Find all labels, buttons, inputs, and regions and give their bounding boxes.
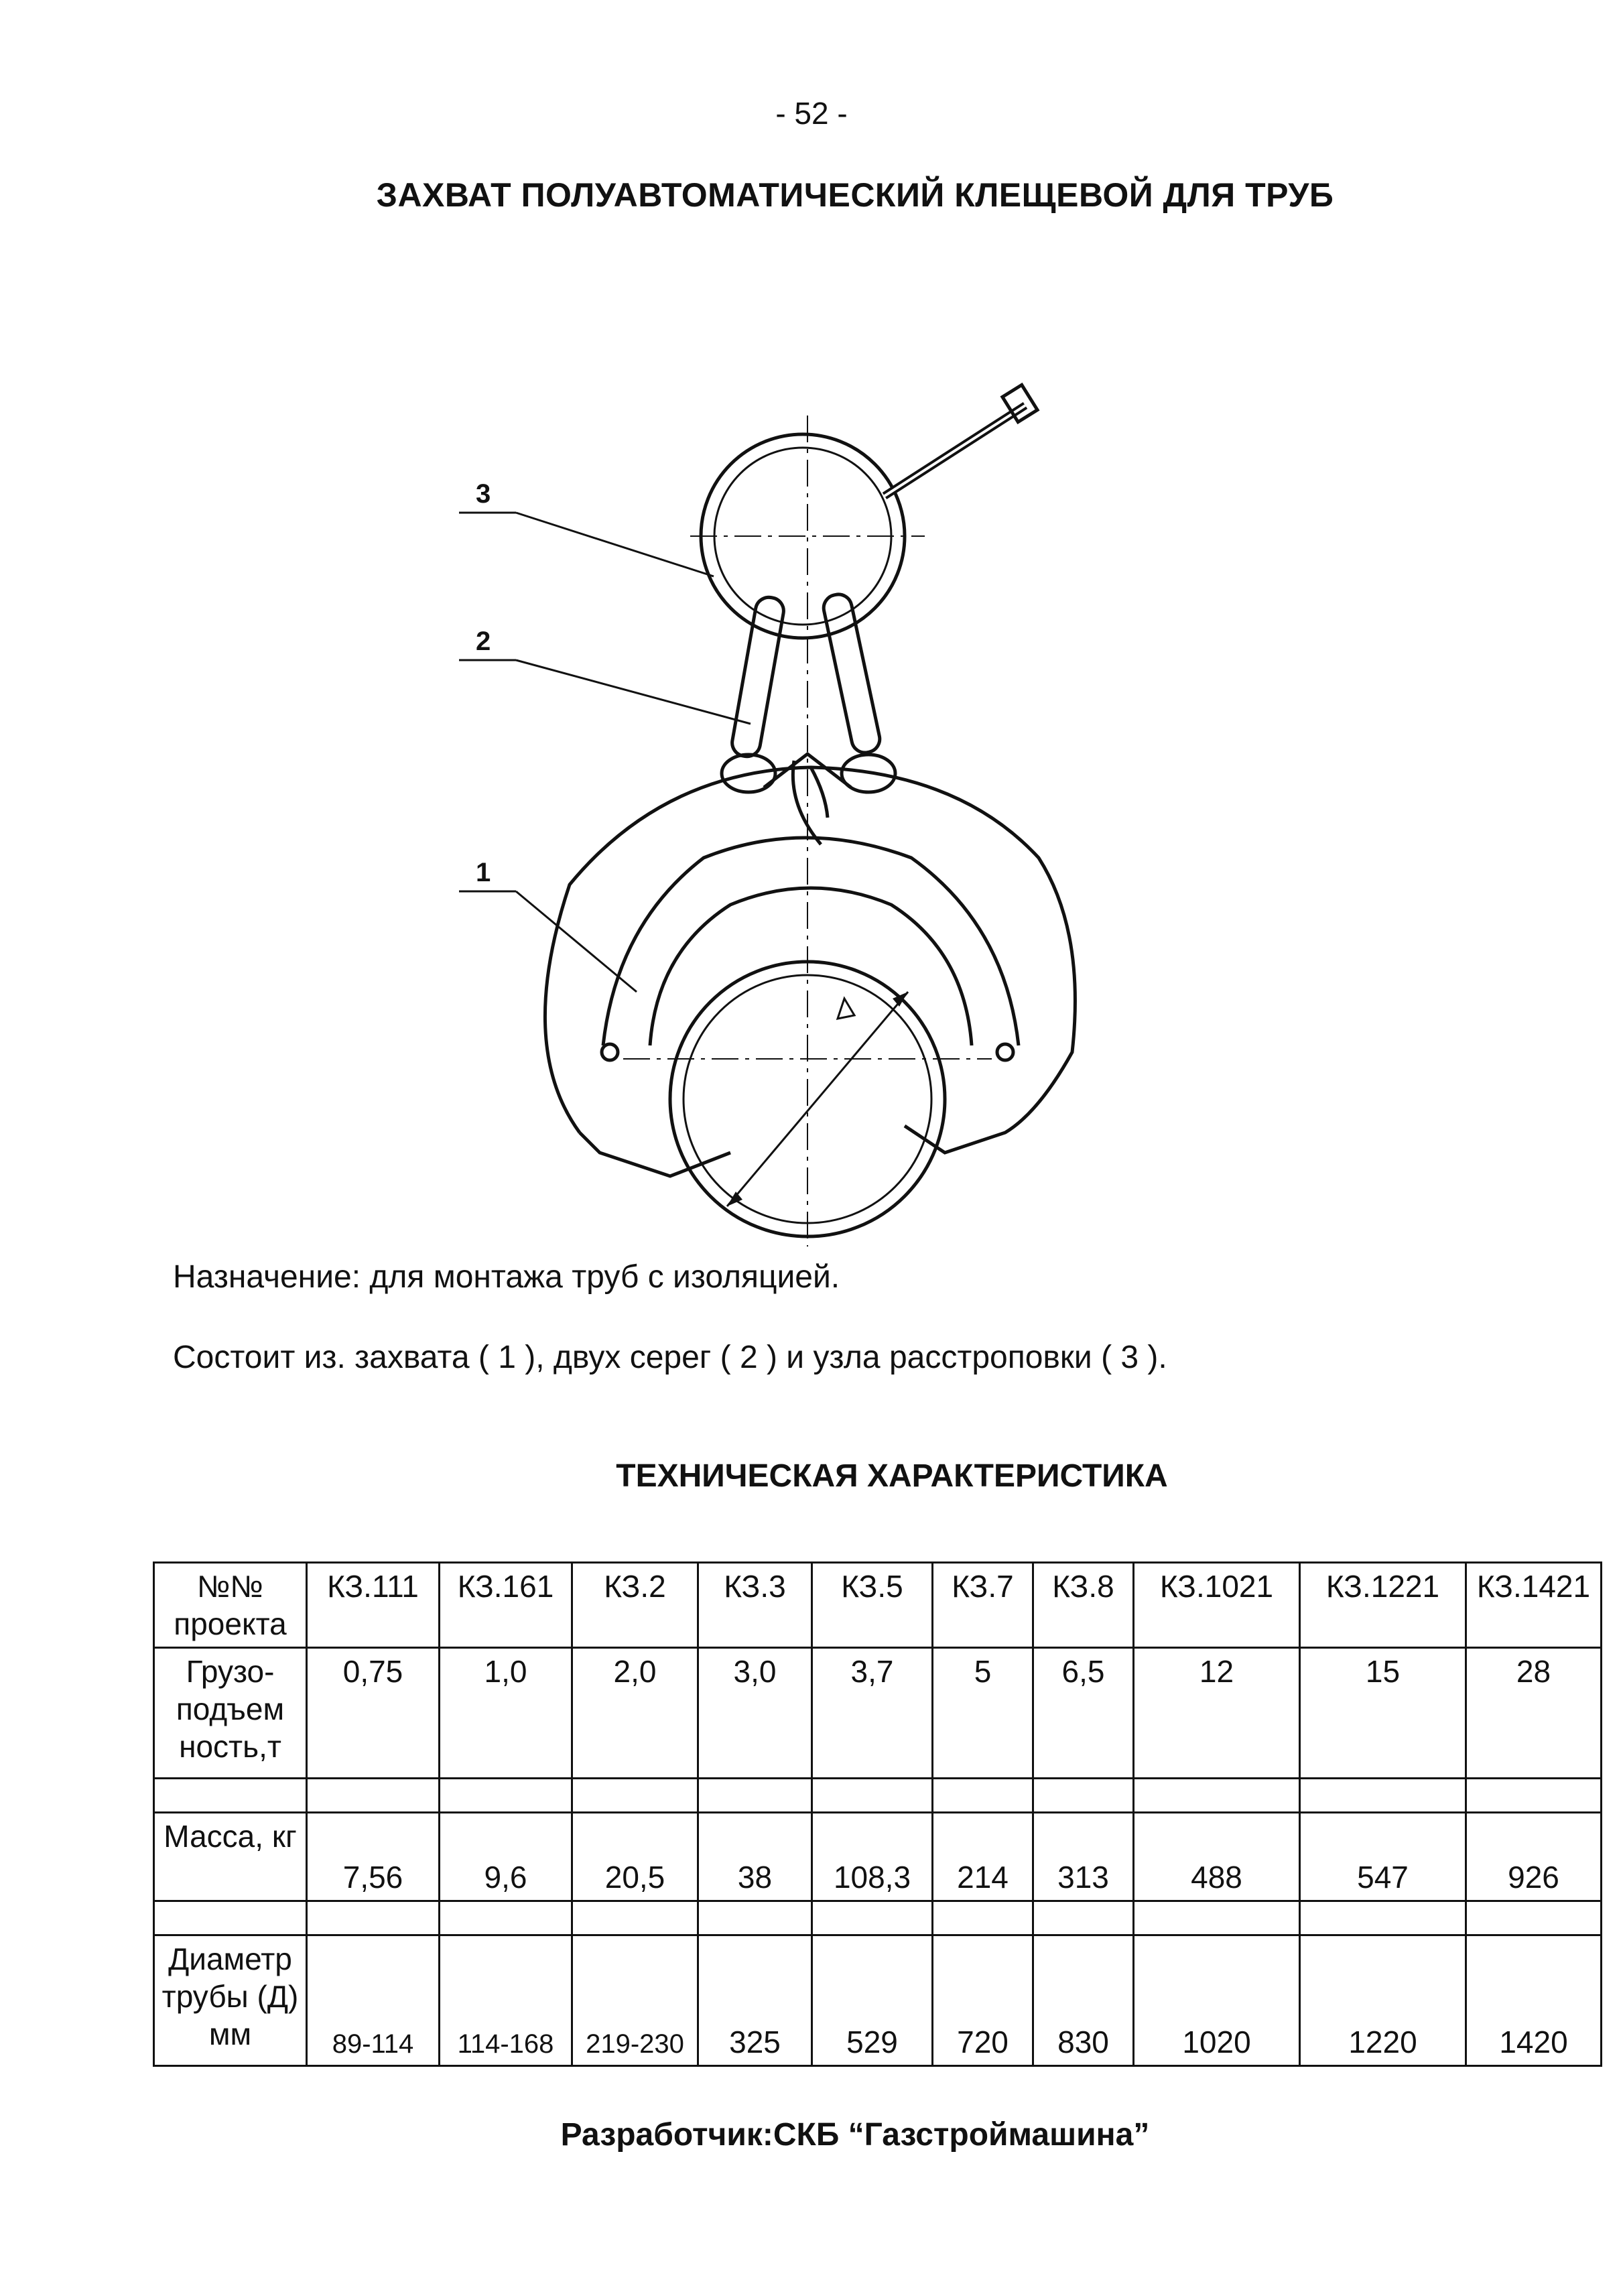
diameter-cell: 89-114: [307, 1935, 440, 2066]
table-row: [154, 1935, 1602, 2066]
capacity-cell: 12: [1134, 1648, 1300, 1779]
table-row-spacer: [154, 1901, 1602, 1935]
model-cell: КЗ.5: [812, 1563, 933, 1648]
mass-cell: 108,3: [812, 1813, 933, 1901]
callout-1: 1: [476, 858, 491, 887]
mass-cell: 38: [698, 1813, 812, 1901]
model-cell: КЗ.161: [440, 1563, 572, 1648]
diameter-cell: 720: [933, 1935, 1033, 2066]
diameter-cell: 219-230: [572, 1935, 698, 2066]
capacity-cell: 2,0: [572, 1648, 698, 1779]
mass-cell: 926: [1466, 1813, 1602, 1901]
row-label-project: №№ проекта: [154, 1563, 307, 1648]
capacity-cell: 1,0: [440, 1648, 572, 1779]
diameter-cell: 529: [812, 1935, 933, 2066]
capacity-cell: 0,75: [307, 1648, 440, 1779]
row-label-capacity: Грузо-подъем ность,т: [154, 1648, 307, 1779]
callout-2: 2: [476, 627, 491, 656]
mass-cell: 547: [1300, 1813, 1466, 1901]
model-cell: КЗ.2: [572, 1563, 698, 1648]
capacity-cell: 15: [1300, 1648, 1466, 1779]
page-number: - 52 -: [775, 96, 848, 131]
capacity-cell: 3,0: [698, 1648, 812, 1779]
model-cell: КЗ.1021: [1134, 1563, 1300, 1648]
page-title: ЗАХВАТ ПОЛУАВТОМАТИЧЕСКИЙ КЛЕЩЕВОЙ ДЛЯ ТРУБ: [376, 176, 1334, 214]
spec-title: ТЕХНИЧЕСКАЯ ХАРАКТЕРИСТИКА: [616, 1458, 1168, 1494]
composition-text: Состоит из. захвата ( 1 ), двух серег ( 2 ) и узла расстроповки ( 3 ).: [173, 1340, 1167, 1375]
model-cell: КЗ.8: [1033, 1563, 1134, 1648]
diameter-cell: 114-168: [440, 1935, 572, 2066]
row-label-mass: Масса, кг: [154, 1813, 307, 1901]
table-row: [154, 1813, 1602, 1901]
mass-cell: 313: [1033, 1813, 1134, 1901]
developer-credit: Разработчик:СКБ “Газстроймашина”: [560, 2117, 1150, 2153]
model-cell: КЗ.1421: [1466, 1563, 1602, 1648]
model-cell: КЗ.111: [307, 1563, 440, 1648]
model-cell: КЗ.7: [933, 1563, 1033, 1648]
capacity-cell: 28: [1466, 1648, 1602, 1779]
diameter-cell: 1420: [1466, 1935, 1602, 2066]
mass-cell: 9,6: [440, 1813, 572, 1901]
capacity-cell: 6,5: [1033, 1648, 1134, 1779]
pipe-grip-drawing: [415, 375, 1153, 1247]
diameter-cell: 1020: [1134, 1935, 1300, 2066]
mass-cell: 488: [1134, 1813, 1300, 1901]
capacity-cell: 5: [933, 1648, 1033, 1779]
diameter-cell: 1220: [1300, 1935, 1466, 2066]
callout-3: 3: [476, 479, 491, 509]
model-cell: КЗ.1221: [1300, 1563, 1466, 1648]
capacity-cell: 3,7: [812, 1648, 933, 1779]
model-cell: КЗ.3: [698, 1563, 812, 1648]
mass-cell: 214: [933, 1813, 1033, 1901]
mass-cell: 7,56: [307, 1813, 440, 1901]
row-label-diameter: Диаметр трубы (Д) мм: [154, 1935, 307, 2066]
mass-cell: 20,5: [572, 1813, 698, 1901]
table-row-spacer: [154, 1779, 1602, 1813]
table-row: [154, 1648, 1602, 1779]
diameter-cell: 830: [1033, 1935, 1134, 2066]
purpose-text: Назначение: для монтажа труб с изоляцией.: [173, 1259, 840, 1295]
table-row: [154, 1563, 1602, 1648]
spec-table: [153, 1561, 1602, 2067]
diameter-cell: 325: [698, 1935, 812, 2066]
